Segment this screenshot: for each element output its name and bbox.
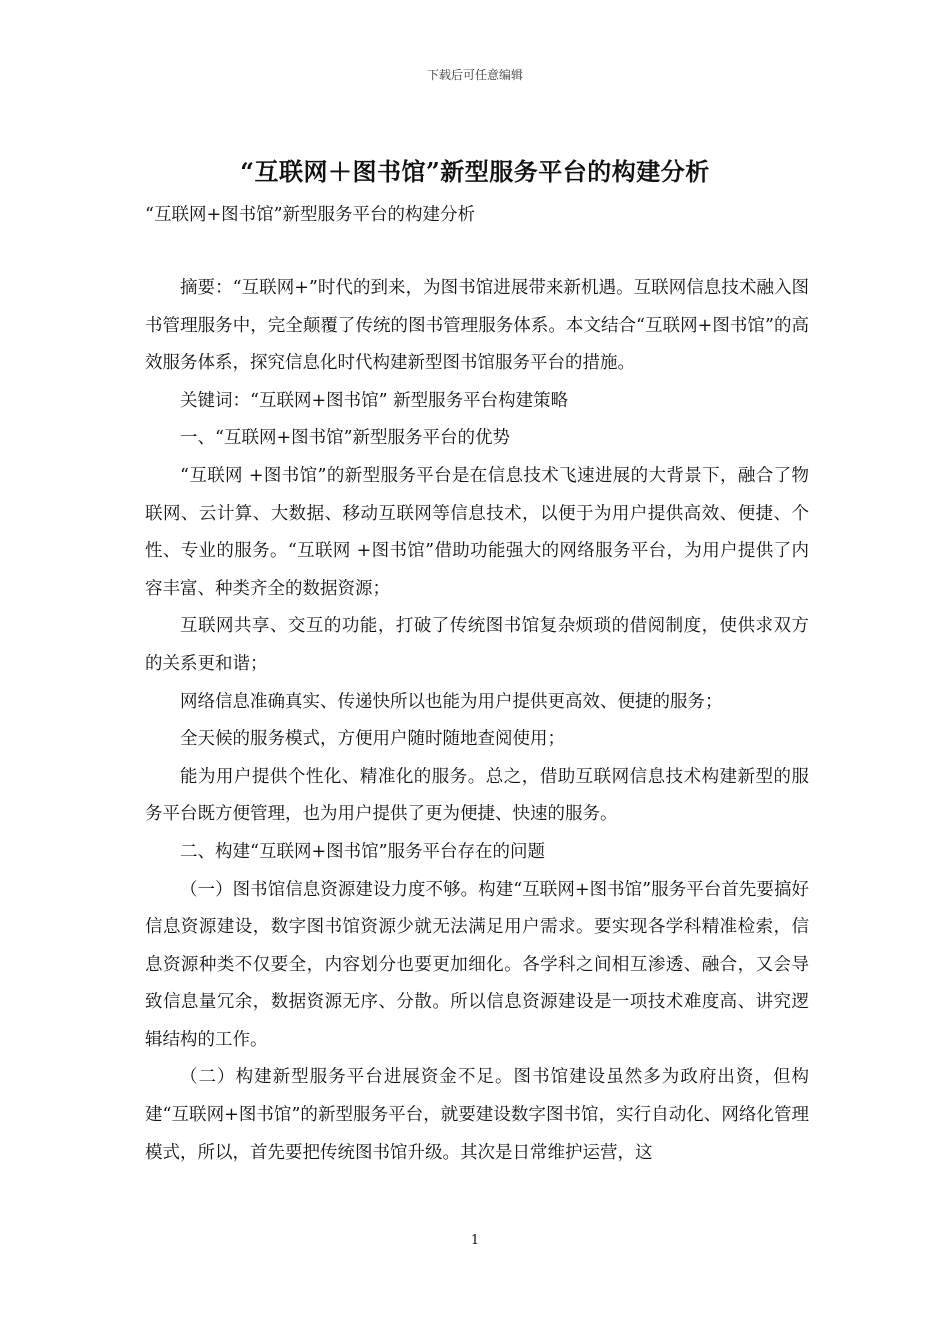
section-heading-2: 二、构建“互联网+图书馆”服务平台存在的问题 xyxy=(180,841,546,862)
abstract-paragraph: 摘要：“互联网+”时代的到来，为图书馆进展带来新机遇。互联网信息技术融入图书管理服务中，完全颠覆了传统的图书管理服务体系。本文结合“互联网+图书馆”的高效服务体系，探究信息化时代构建新型图书馆服务平台的措施。 xyxy=(145,278,809,374)
document-title: “互联网＋图书馆”新型服务平台的构建分析 xyxy=(240,157,710,186)
body-paragraph: （二）构建新型服务平台进展资金不足。图书馆建设虽然多为政府出资，但构建“互联网+图书馆”的新型服务平台，就要建设数字图书馆，实行自动化、网络化管理模式，所以，首先要把传统图书馆升级。其次是日常维护运营，这 xyxy=(145,1067,809,1163)
section-heading-1: 一、“互联网+图书馆”新型服务平台的优势 xyxy=(180,428,511,449)
document-subtitle: “互联网+图书馆”新型服务平台的构建分析 xyxy=(145,205,476,225)
page-header: 下载后可任意编辑 xyxy=(426,68,523,82)
keywords-paragraph: 关键词：“互联网+图书馆” 新型服务平台构建策略 xyxy=(180,390,569,411)
body-paragraph: “互联网 +图书馆”的新型服务平台是在信息技术飞速进展的大背景下，融合了物联网、云计算、大数据、移动互联网等信息技术，以便于为用户提供高效、便捷、个性、专业的服务。“互联网 +图书馆”借助功能强大的网络服务平台，为用户提供了内容丰富、种类齐全的数据资源； xyxy=(145,465,809,599)
body-paragraph: （一）图书馆信息资源建设力度不够。构建“互联网+图书馆”服务平台首先要搞好信息资源建设，数字图书馆资源少就无法满足用户需求。要实现各学科精准检索，信息资源种类不仅要全，内容划分也要更加细化。各学科之间相互渗透、融合，又会导致信息量冗余，数据资源无序、分散。所以信息资源建设是一项技术难度高、讲究逻辑结构的工作。 xyxy=(145,879,809,1050)
body-paragraph: 互联网共享、交互的功能，打破了传统图书馆复杂烦琐的借阅制度，使供求双方的关系更和谐； xyxy=(145,616,809,674)
body-paragraph: 网络信息准确真实、传递快所以也能为用户提供更高效、便捷的服务； xyxy=(180,691,723,712)
body-paragraph: 能为用户提供个性化、精准化的服务。总之，借助互联网信息技术构建新型的服务平台既方便管理，也为用户提供了更为便捷、快速的服务。 xyxy=(145,766,809,825)
page-number: 1 xyxy=(470,1233,480,1248)
document-body xyxy=(145,270,809,1172)
body-paragraph: 全天候的服务模式，方便用户随时随地查阅使用； xyxy=(180,729,565,750)
